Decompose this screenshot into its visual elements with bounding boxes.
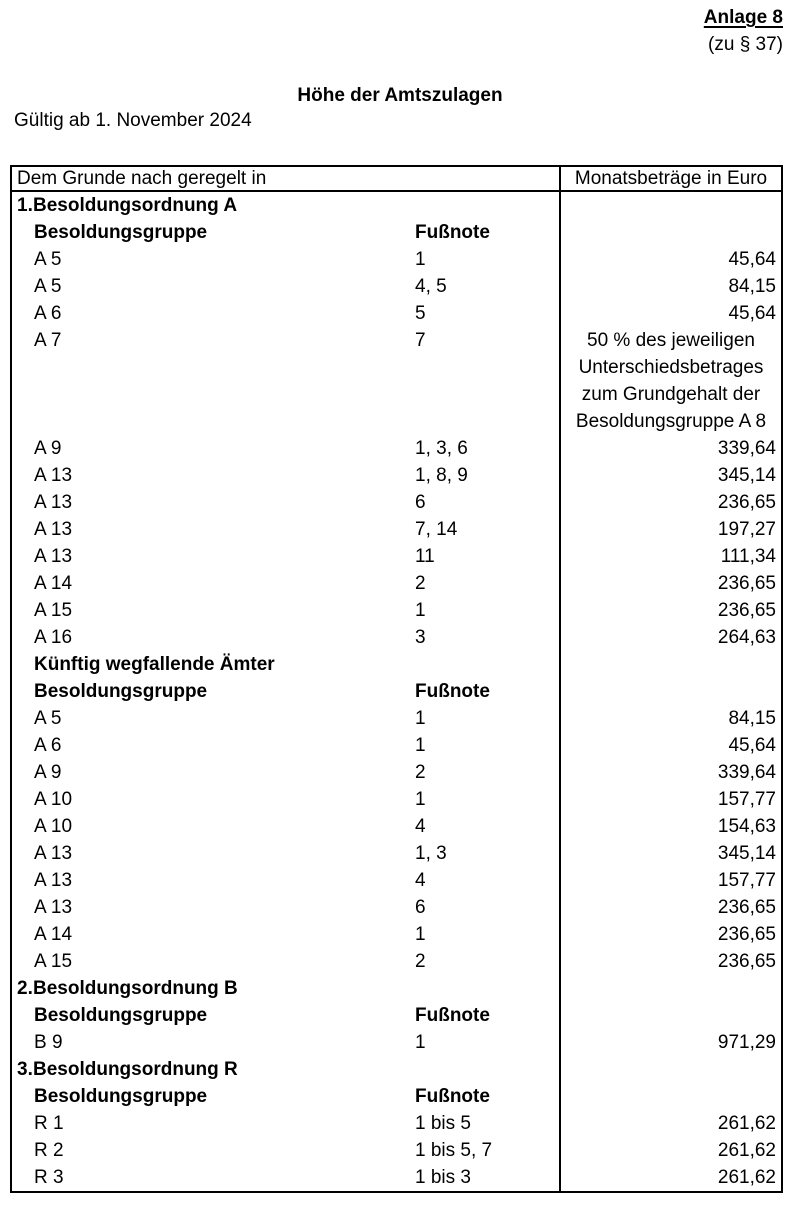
validity-note: Gültig ab 1. November 2024 [14, 110, 252, 131]
amount-cell: 84,15 [559, 273, 781, 300]
subsection-label: Künftig wegfallende Ämter [34, 654, 275, 675]
pay-group-cell: R 1 [34, 1113, 64, 1134]
table-row [12, 462, 781, 489]
footnote-cell: 1 [415, 1032, 426, 1053]
pay-group-cell: A 5 [34, 249, 62, 270]
amount-cell: 45,64 [559, 246, 781, 273]
footnote-cell: 4 [415, 816, 426, 837]
row-left-cell [12, 1110, 559, 1137]
pay-group-cell: A 16 [34, 627, 73, 648]
pay-group-cell: A 10 [34, 816, 73, 837]
footnote-cell: 1 [415, 735, 426, 756]
row-left-cell [12, 1083, 559, 1110]
amount-cell: 261,62 [559, 1110, 781, 1137]
amount-cell: 236,65 [559, 489, 781, 516]
row-left-cell [12, 786, 559, 813]
footnote-cell: 2 [415, 573, 426, 594]
amount-text-line: Besoldungsgruppe A 8 [575, 411, 767, 432]
table-row [12, 273, 781, 300]
row-left-cell [12, 462, 559, 489]
footnote-cell: 1, 3, 6 [415, 438, 468, 459]
table-row [12, 921, 781, 948]
pay-group-cell: A 14 [34, 924, 73, 945]
pay-group-cell: A 13 [34, 870, 73, 891]
section-label: Besoldungsordnung R [33, 1059, 238, 1080]
pay-group-cell: R 2 [34, 1140, 64, 1161]
footnote-cell: 6 [415, 897, 426, 918]
section-number: 3. [17, 1059, 33, 1080]
allowances-table [10, 165, 783, 1193]
footnote-cell: 5 [415, 303, 426, 324]
section-label: Besoldungsordnung A [33, 195, 238, 216]
footnote-cell: 6 [415, 492, 426, 513]
footnote-cell: 4 [415, 870, 426, 891]
footnote-cell: 3 [415, 627, 426, 648]
table-row [12, 1056, 781, 1083]
pay-group-cell: A 15 [34, 600, 73, 621]
row-left-cell [12, 489, 559, 516]
footnote-cell: 1 bis 5 [415, 1113, 471, 1134]
amount-cell: 236,65 [559, 570, 781, 597]
amount-cell: 345,14 [559, 840, 781, 867]
row-left-cell [12, 867, 559, 894]
pay-group-cell: A 7 [34, 330, 62, 351]
row-left-cell [12, 921, 559, 948]
pay-group-cell: A 15 [34, 951, 73, 972]
row-left-cell [12, 732, 559, 759]
footnote-column-header: Fußnote [415, 1086, 490, 1107]
table-row [12, 327, 781, 435]
footnote-cell: 1 [415, 600, 426, 621]
pay-group-cell: A 10 [34, 789, 73, 810]
pay-group-cell: B 9 [34, 1032, 63, 1053]
table-row [12, 246, 781, 273]
footnote-column-header: Fußnote [415, 222, 490, 243]
amount-cell: 339,64 [559, 435, 781, 462]
row-left-cell [12, 435, 559, 462]
table-row [12, 786, 781, 813]
table-row [12, 489, 781, 516]
group-column-header: Besoldungsgruppe [34, 1086, 208, 1107]
footnote-column-header: Fußnote [415, 1005, 490, 1026]
page-title: Höhe der Amtszulagen [297, 85, 503, 106]
amount-cell [559, 1056, 781, 1083]
column-header-monthly-amount: Monatsbeträge in Euro [559, 167, 781, 190]
amount-cell: 971,29 [559, 1029, 781, 1056]
pay-group-cell: A 14 [34, 573, 73, 594]
footnote-cell: 7, 14 [415, 519, 458, 540]
row-left-cell [12, 300, 559, 327]
row-left-cell [12, 273, 559, 300]
footnote-cell: 1 [415, 249, 426, 270]
table-row [12, 840, 781, 867]
row-left-cell [12, 516, 559, 543]
footnote-cell: 7 [415, 330, 426, 351]
group-column-header: Besoldungsgruppe [34, 681, 208, 702]
amount-cell: 264,63 [559, 624, 781, 651]
pay-group-cell: A 6 [34, 735, 62, 756]
row-left-cell [12, 624, 559, 651]
table-row [12, 192, 781, 219]
row-left-cell [12, 651, 559, 678]
row-left-cell [12, 246, 559, 273]
amount-cell [559, 1083, 781, 1110]
table-row [12, 1083, 781, 1110]
group-column-header: Besoldungsgruppe [34, 1005, 208, 1026]
table-row [12, 948, 781, 975]
amount-cell: 236,65 [559, 948, 781, 975]
annex-label: Anlage 8 [703, 7, 783, 28]
table-row [12, 597, 781, 624]
pay-group-cell: A 5 [34, 276, 62, 297]
row-left-cell [12, 678, 559, 705]
amount-cell: 261,62 [559, 1137, 781, 1164]
table-row [12, 1110, 781, 1137]
amount-cell [559, 651, 781, 678]
footnote-cell: 1 bis 3 [415, 1167, 471, 1188]
table-row [12, 543, 781, 570]
amount-cell: 45,64 [559, 732, 781, 759]
amount-text-line: zum Grundgehalt der [581, 384, 761, 405]
table-row [12, 1002, 781, 1029]
row-left-cell [12, 219, 559, 246]
table-row [12, 516, 781, 543]
row-left-cell [12, 327, 559, 435]
footnote-column-header: Fußnote [415, 681, 490, 702]
amount-cell: 157,77 [559, 867, 781, 894]
row-left-cell [12, 840, 559, 867]
amount-cell: 197,27 [559, 516, 781, 543]
amount-cell: 236,65 [559, 597, 781, 624]
row-left-cell [12, 705, 559, 732]
footnote-cell: 1 [415, 789, 426, 810]
table-row [12, 678, 781, 705]
group-column-header: Besoldungsgruppe [34, 222, 208, 243]
section-number: 1. [17, 195, 33, 216]
amount-cell [559, 192, 781, 219]
footnote-cell: 4, 5 [415, 276, 447, 297]
amount-cell: 261,62 [559, 1164, 781, 1191]
table-row [12, 300, 781, 327]
footnote-cell: 2 [415, 762, 426, 783]
table-header-row [12, 167, 781, 192]
footnote-cell: 1 [415, 924, 426, 945]
annex-block [704, 4, 783, 58]
amount-cell: 345,14 [559, 462, 781, 489]
row-left-cell [12, 813, 559, 840]
table-row [12, 894, 781, 921]
table-row [12, 435, 781, 462]
pay-group-cell: A 13 [34, 492, 73, 513]
pay-group-cell: A 5 [34, 708, 62, 729]
amount-cell: 339,64 [559, 759, 781, 786]
amount-cell [559, 1002, 781, 1029]
footnote-cell: 1 bis 5, 7 [415, 1140, 493, 1161]
amount-cell: 157,77 [559, 786, 781, 813]
amount-cell: 154,63 [559, 813, 781, 840]
table-row [12, 705, 781, 732]
footnote-cell: 1, 8, 9 [415, 465, 468, 486]
column-header-basis: Dem Grunde nach geregelt in [17, 168, 267, 189]
pay-group-cell: A 13 [34, 465, 73, 486]
row-left-cell [12, 1137, 559, 1164]
table-row [12, 759, 781, 786]
pay-group-cell: A 13 [34, 519, 73, 540]
row-left-cell [12, 948, 559, 975]
row-left-cell [12, 192, 559, 219]
amount-cell [559, 219, 781, 246]
footnote-cell: 1 [415, 708, 426, 729]
row-left-cell [12, 1056, 559, 1083]
table-row [12, 1029, 781, 1056]
table-row [12, 732, 781, 759]
table-row [12, 867, 781, 894]
footnote-cell: 2 [415, 951, 426, 972]
table-row [12, 1164, 781, 1191]
pay-group-cell: A 13 [34, 897, 73, 918]
row-left-cell [12, 543, 559, 570]
pay-group-cell: A 9 [34, 438, 62, 459]
pay-group-cell: A 9 [34, 762, 62, 783]
table-row [12, 813, 781, 840]
amount-cell: 45,64 [559, 300, 781, 327]
pay-group-cell: A 13 [34, 546, 73, 567]
row-left-cell [12, 894, 559, 921]
table-body [12, 192, 781, 1191]
section-number: 2. [17, 978, 33, 999]
table-row [12, 570, 781, 597]
annex-reference: (zu § 37) [708, 34, 783, 55]
row-left-cell [12, 1029, 559, 1056]
row-left-cell [12, 759, 559, 786]
amount-text-line: Unterschiedsbetrages [578, 357, 764, 378]
row-left-cell [12, 1164, 559, 1191]
table-row [12, 624, 781, 651]
amount-cell [559, 975, 781, 1002]
amount-cell: 84,15 [559, 705, 781, 732]
table-row [12, 651, 781, 678]
pay-group-cell: A 13 [34, 843, 73, 864]
amount-cell [559, 678, 781, 705]
row-left-cell [12, 597, 559, 624]
amount-cell: 236,65 [559, 921, 781, 948]
amount-cell [559, 327, 781, 435]
table-row [12, 975, 781, 1002]
row-left-cell [12, 975, 559, 1002]
section-label: Besoldungsordnung B [33, 978, 238, 999]
amount-cell: 111,34 [559, 543, 781, 570]
footnote-cell: 1, 3 [415, 843, 447, 864]
amount-text-line: 50 % des jeweiligen [587, 330, 755, 351]
table-row [12, 1137, 781, 1164]
amount-cell: 236,65 [559, 894, 781, 921]
row-left-cell [12, 1002, 559, 1029]
pay-group-cell: R 3 [34, 1167, 64, 1188]
row-left-cell [12, 570, 559, 597]
footnote-cell: 11 [415, 546, 435, 567]
table-row [12, 219, 781, 246]
pay-group-cell: A 6 [34, 303, 62, 324]
